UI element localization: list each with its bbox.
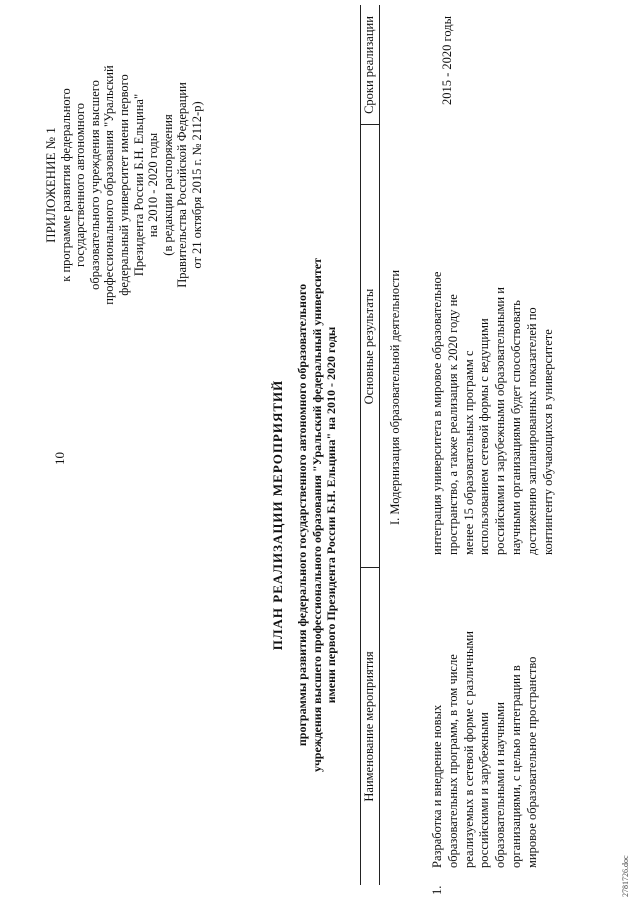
document-id: 2781726.doc (621, 855, 630, 897)
page-number: 10 (52, 452, 67, 465)
appendix-line: профессионального образования "Уральский (102, 65, 117, 305)
result-line: достижению запланированных показателей по (524, 307, 539, 555)
task-cell (430, 568, 541, 868)
appendix-line: образовательного учреждения высшего (87, 80, 102, 290)
result-line: использованием сетевой формы с ведущими (477, 318, 492, 555)
result-line: менее 15 образовательных программ с (461, 350, 476, 555)
appendix-heading: ПРИЛОЖЕНИЕ № 1 (43, 127, 58, 243)
appendix-line: (в редакции распоряжения (160, 114, 175, 256)
appendix-line: на 2010 - 2020 годы (146, 132, 161, 238)
result-line: российскими и зарубежными образовательными и (493, 287, 508, 555)
appendix-line: государственного автономного (73, 103, 88, 267)
plan-subtitle (295, 165, 339, 865)
appendix-line: от 21 октября 2015 г. № 2112-р) (189, 101, 204, 269)
table-header-rule (379, 5, 380, 885)
result-line: научными организациями будет способствовать (508, 300, 523, 555)
task-line: организациями, с целью интеграции в (508, 665, 523, 868)
task-line: Разработка и внедрение новых (430, 704, 444, 868)
subtitle-line: программы развития федерального государственного автономного образовательного (295, 283, 309, 747)
task-line: мировое образовательное пространство (524, 656, 539, 868)
task-line: реализуемых в сетевой форме с различными (461, 631, 476, 868)
task-line: образовательных программ, в том числе (445, 654, 460, 868)
appendix-line: к программе развития федерального (58, 88, 73, 282)
plan-title: ПЛАН РЕАЛИЗАЦИИ МЕРОПРИЯТИЙ (270, 379, 285, 651)
row-number: 1. (430, 885, 444, 895)
appendix-line: Президента России Б.Н. Ельцина" (131, 93, 146, 277)
result-line: контингенту обучающихся в университете (540, 329, 555, 555)
task-line: образовательными и научными (493, 702, 508, 868)
result-line: интеграция университета в мировое образовательное (430, 271, 444, 555)
table-top-rule (360, 5, 361, 885)
appendix-block (44, 20, 205, 350)
subtitle-line: имени первого Президента России Б.Н. Ельцина" на 2010 - 2020 годы (324, 326, 338, 704)
appendix-line: федеральный университет имени первого (116, 74, 131, 296)
results-cell (430, 135, 556, 555)
column-header-term: Сроки реализации (362, 16, 376, 114)
task-line: российскими и зарубежными (477, 712, 492, 868)
subtitle-line: учреждения высшего профессионального образования "Уральский федеральный университет (309, 258, 324, 772)
column-header-task: Наименование мероприятия (362, 651, 376, 802)
column-header-results: Основные результаты (362, 288, 376, 405)
section-heading: I. Модернизация образовательной деятельности (388, 269, 402, 525)
term-cell: 2015 - 2020 годы (440, 15, 454, 105)
result-line: пространство, а также реализация к 2020 году не (445, 294, 460, 555)
appendix-line: Правительства Российской Федерации (175, 82, 190, 288)
